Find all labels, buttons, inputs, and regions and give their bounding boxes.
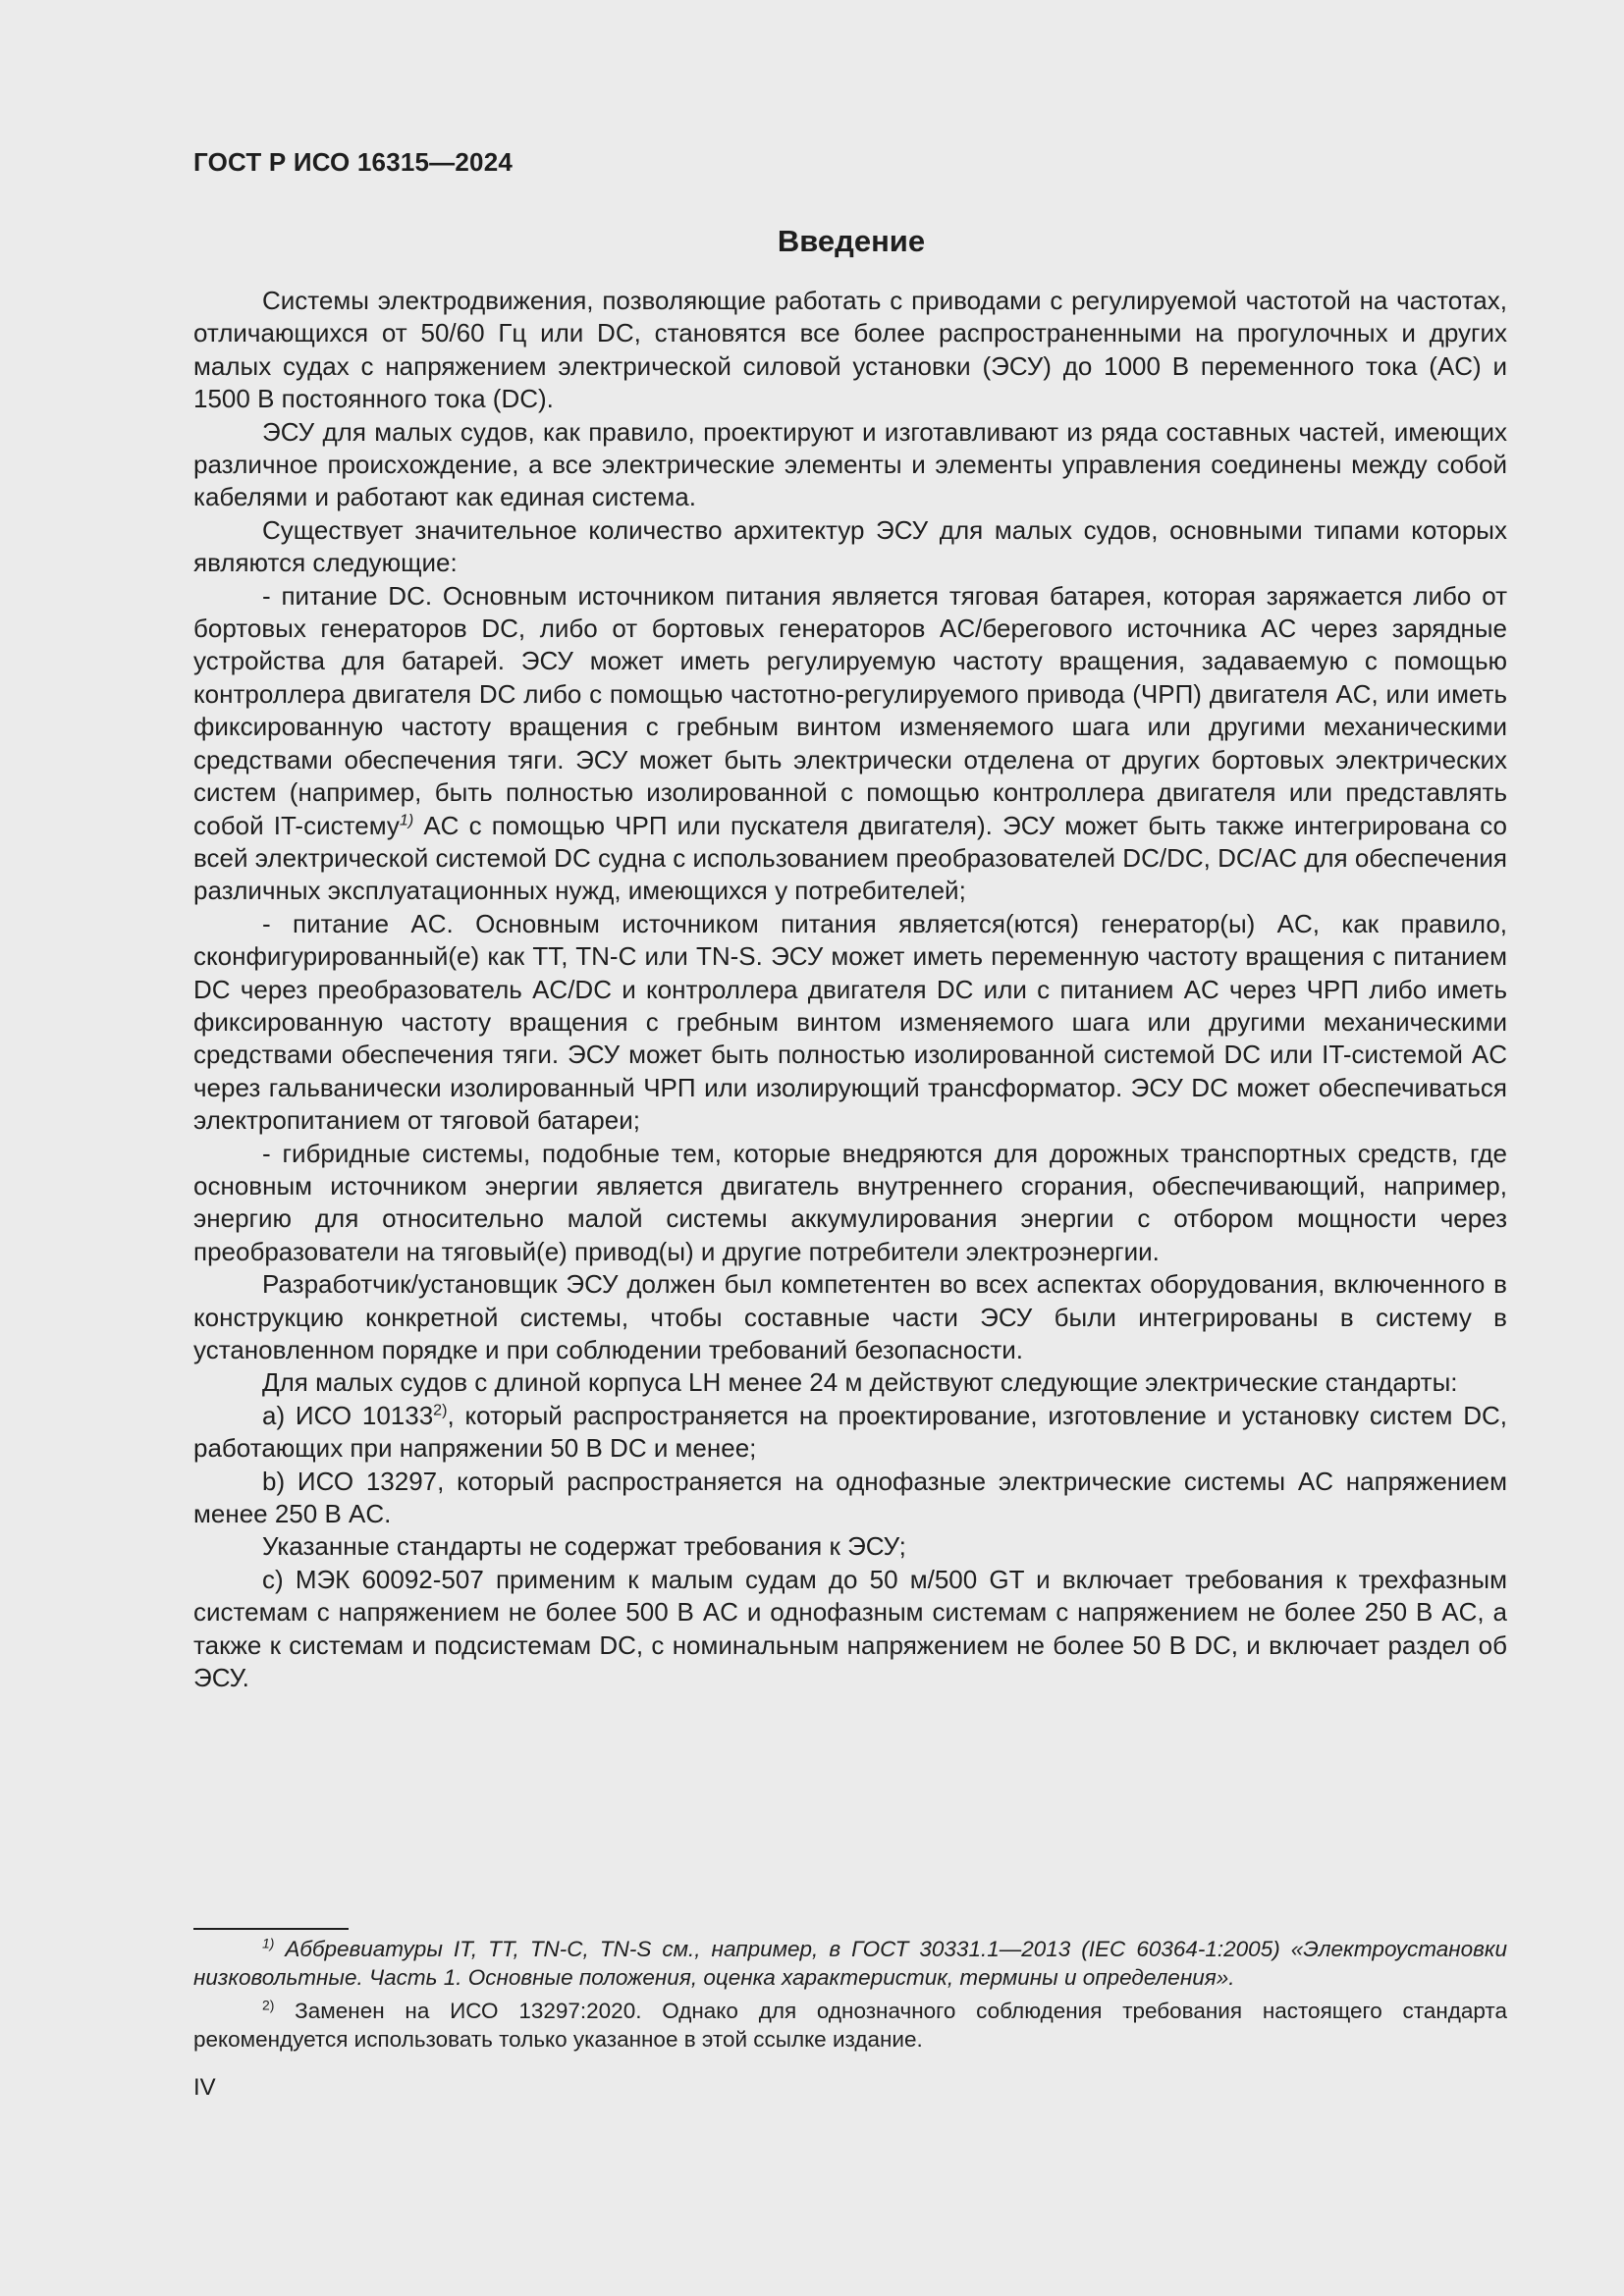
footnote-2 bbox=[193, 1998, 1507, 2054]
paragraph: Указанные стандарты не содержат требования к ЭСУ; bbox=[262, 1531, 906, 1562]
footnote-text: Аббревиатуры IT, TT, TN-C, TN-S см., например, в ГОСТ 30331.1—2013 (IEC 60364-1:2005) «Электроустановки низковольтные. Часть 1. Основные положения, оценка характеристик, термины и определения». bbox=[193, 1937, 1507, 1990]
paragraph-text: - питание DC. Основным источником питания является тяговая батарея, которая заряжается либо от бортовых генераторов DC, либо от бортовых генераторов AC/берегового источника AC через зарядные устройства для батарей. ЭСУ может иметь регулируемую частоту вращения, задаваемую с помощью контроллера двигателя DC либо с помощью частотно-регулируемого привода (ЧРП) двигателя AC, или иметь фиксированную частоту вращения с гребным винтом изменяемого шага или другими механическими средствами обеспечения тяги. ЭСУ может быть электрически отделена от других бортовых электрических систем (например, быть полностью изолированной с помощью контроллера двигателя или представлять собой IT-систему bbox=[193, 580, 1507, 840]
footnote-1 bbox=[193, 1936, 1507, 1992]
paragraph-text: AC с помощью ЧРП или пускателя двигателя). ЭСУ может быть также интегрирована со всей электрической системой DC судна с использованием преобразователей DC/DC, DC/AC для обеспечения различных эксплуатационных нужд, имеющихся у потребителей; bbox=[193, 810, 1508, 906]
page-number: IV bbox=[193, 2074, 216, 2101]
paragraph-list-item-hybrid: - гибридные системы, подобные тем, которые внедряются для дорожных транспортных средств, где основным источником энергии является двигатель внутреннего сгорания, обеспечивающий, например, энергию для относительно малой системы аккумулирования энергии с отбором мощности через преобразователи на тяговый(е) привод(ы) и другие потребители электроэнергии. bbox=[193, 1138, 1507, 1266]
paragraph-list-item-ac: - питание AC. Основным источником питания является(ются) генератор(ы) AC, как правило, сконфигурированный(е) как TT, TN-C или TN-S. ЭСУ может иметь переменную частоту вращения с питанием DC через преобразователь AC/DC и контроллера двигателя DC или с питанием AC через ЧРП либо иметь фиксированную частоту вращения с гребным винтом изменяемого шага или другими механическими средствами обеспечения тяги. ЭСУ может быть полностью изолированной системой DC или IT-системой AC через гальванически изолированный ЧРП или изолирующий трансформатор. ЭСУ DC может обеспечиваться электропитанием от тяговой батареи; bbox=[193, 908, 1507, 1136]
paragraph: Существует значительное количество архитектур ЭСУ для малых судов, основными типами которых являются следующие: bbox=[193, 514, 1507, 578]
section-title: Введение bbox=[777, 224, 926, 258]
paragraph-list-item-dc bbox=[193, 580, 1507, 908]
footnote-text: Заменен на ИСО 13297:2020. Однако для однозначного соблюдения требования настоящего стандарта рекомендуется использовать только указанное в этой ссылке издание. bbox=[193, 1999, 1507, 2052]
footnote-separator bbox=[193, 1928, 349, 1930]
paragraph: ЭСУ для малых судов, как правило, проектируют и изготавливают из ряда составных частей, имеющих различное происхождение, а все электрические элементы и элементы управления соединены между собой кабелями и работают как единая система. bbox=[193, 416, 1507, 512]
footnote-marker: 1) bbox=[262, 1935, 275, 1951]
paragraph: Разработчик/установщик ЭСУ должен был компетентен во всех аспектах оборудования, включенного в конструкцию конкретной системы, чтобы составные части ЭСУ были интегрированы в систему в установленном порядке и при соблюдении требований безопасности. bbox=[193, 1269, 1507, 1364]
document-header: ГОСТ Р ИСО 16315—2024 bbox=[193, 147, 514, 177]
paragraph: Для малых судов с длиной корпуса LH менее 24 м действуют следующие электрические стандарты: bbox=[262, 1367, 1458, 1398]
body-text bbox=[193, 285, 1507, 1694]
paragraph-standard-c: c) МЭК 60092-507 применим к малым судам до 50 м/500 GT и включает требования к трехфазным системам с напряжением не более 500 В AC и однофазным системам с напряжением не более 250 В AC, а также к системам и подсистемам DC, с номинальным напряжением не более 50 В DC, и включает раздел об ЭСУ. bbox=[193, 1564, 1507, 1693]
paragraph-standard-a bbox=[193, 1400, 1507, 1466]
footnote-marker: 2) bbox=[262, 1997, 275, 2013]
paragraph-standard-b: b) ИСО 13297, который распространяется на однофазные электрические системы AC напряжением менее 250 В AC. bbox=[193, 1466, 1507, 1529]
footnote-reference: 1) bbox=[399, 810, 414, 828]
paragraph-text: , который распространяется на проектирование, изготовление и установку систем DC, работающих при напряжении 50 В DC и менее; bbox=[193, 1400, 1507, 1464]
footnote-reference: 2) bbox=[433, 1401, 448, 1419]
paragraph: Системы электродвижения, позволяющие работать с приводами с регулируемой частотой на частотах, отличающихся от 50/60 Гц или DC, становятся все более распространенными на прогулочных и других малых судах с напряжением электрической силовой установки (ЭСУ) до 1000 В переменного тока (AC) и 1500 В постоянного тока (DC). bbox=[193, 286, 1507, 414]
paragraph-text: a) ИСО 10133 bbox=[262, 1400, 434, 1430]
footnotes bbox=[193, 1936, 1507, 2059]
